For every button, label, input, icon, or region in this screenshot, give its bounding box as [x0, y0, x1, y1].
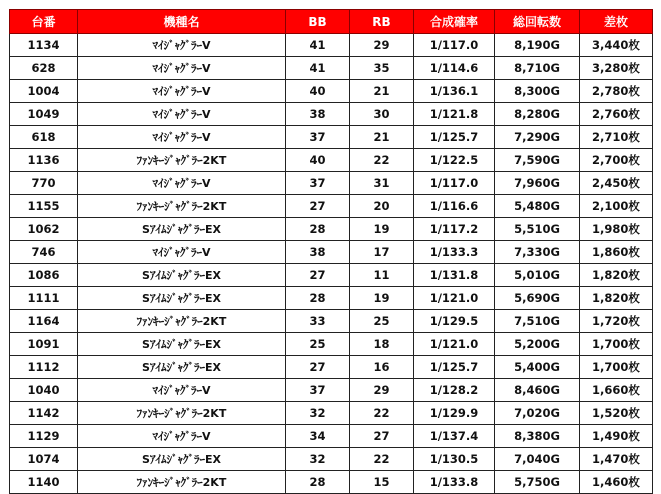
table-row	[10, 218, 653, 241]
cell-model-name: ﾌｧﾝｷｰｼﾞｬｸﾞﾗｰ2KT	[78, 402, 286, 425]
cell-model-name: SｱｲﾑｼﾞｬｸﾞﾗｰEX	[78, 264, 286, 287]
header-rb: RB	[350, 10, 414, 34]
cell-rb: 17	[350, 241, 414, 264]
cell-model-name: SｱｲﾑｼﾞｬｸﾞﾗｰEX	[78, 448, 286, 471]
cell-rb: 21	[350, 80, 414, 103]
cell-bb: 28	[286, 218, 350, 241]
cell-combined-probability: 1/122.5	[414, 149, 495, 172]
cell-combined-probability: 1/131.8	[414, 264, 495, 287]
cell-combined-probability: 1/137.4	[414, 425, 495, 448]
cell-total-spins: 7,040G	[495, 448, 580, 471]
table-row	[10, 425, 653, 448]
cell-combined-probability: 1/114.6	[414, 57, 495, 80]
cell-model-name: SｱｲﾑｼﾞｬｸﾞﾗｰEX	[78, 356, 286, 379]
cell-difference: 1,820枚	[580, 287, 653, 310]
cell-rb: 20	[350, 195, 414, 218]
cell-difference: 2,710枚	[580, 126, 653, 149]
cell-combined-probability: 1/125.7	[414, 356, 495, 379]
cell-rb: 21	[350, 126, 414, 149]
cell-difference: 1,720枚	[580, 310, 653, 333]
header-bb: BB	[286, 10, 350, 34]
cell-model-name: ﾏｲｼﾞｬｸﾞﾗｰV	[78, 172, 286, 195]
table-row	[10, 471, 653, 494]
cell-combined-probability: 1/116.6	[414, 195, 495, 218]
cell-rb: 25	[350, 310, 414, 333]
cell-model-name: ﾌｧﾝｷｰｼﾞｬｸﾞﾗｰ2KT	[78, 195, 286, 218]
cell-difference: 2,100枚	[580, 195, 653, 218]
cell-combined-probability: 1/121.0	[414, 287, 495, 310]
cell-total-spins: 8,380G	[495, 425, 580, 448]
table-row	[10, 57, 653, 80]
header-model-name: 機種名	[78, 10, 286, 34]
cell-rb: 35	[350, 57, 414, 80]
table-row	[10, 287, 653, 310]
cell-model-name: SｱｲﾑｼﾞｬｸﾞﾗｰEX	[78, 287, 286, 310]
cell-combined-probability: 1/117.2	[414, 218, 495, 241]
cell-rb: 30	[350, 103, 414, 126]
cell-total-spins: 5,510G	[495, 218, 580, 241]
cell-combined-probability: 1/125.7	[414, 126, 495, 149]
table-row	[10, 333, 653, 356]
cell-difference: 2,780枚	[580, 80, 653, 103]
cell-bb: 40	[286, 80, 350, 103]
cell-total-spins: 8,300G	[495, 80, 580, 103]
cell-difference: 1,460枚	[580, 471, 653, 494]
header-machine-number: 台番	[10, 10, 78, 34]
cell-machine-number: 1062	[10, 218, 78, 241]
cell-total-spins: 7,330G	[495, 241, 580, 264]
cell-model-name: SｱｲﾑｼﾞｬｸﾞﾗｰEX	[78, 333, 286, 356]
cell-machine-number: 1074	[10, 448, 78, 471]
cell-bb: 28	[286, 471, 350, 494]
cell-combined-probability: 1/129.9	[414, 402, 495, 425]
cell-machine-number: 618	[10, 126, 78, 149]
cell-total-spins: 5,480G	[495, 195, 580, 218]
cell-machine-number: 1140	[10, 471, 78, 494]
cell-combined-probability: 1/136.1	[414, 80, 495, 103]
cell-combined-probability: 1/121.8	[414, 103, 495, 126]
table-row	[10, 402, 653, 425]
cell-bb: 40	[286, 149, 350, 172]
cell-total-spins: 5,010G	[495, 264, 580, 287]
cell-combined-probability: 1/117.0	[414, 172, 495, 195]
cell-rb: 22	[350, 402, 414, 425]
cell-machine-number: 1129	[10, 425, 78, 448]
cell-combined-probability: 1/130.5	[414, 448, 495, 471]
cell-bb: 37	[286, 172, 350, 195]
header-difference: 差枚	[580, 10, 653, 34]
cell-difference: 1,520枚	[580, 402, 653, 425]
cell-bb: 41	[286, 57, 350, 80]
cell-rb: 16	[350, 356, 414, 379]
cell-rb: 19	[350, 287, 414, 310]
table-row	[10, 310, 653, 333]
cell-bb: 27	[286, 195, 350, 218]
cell-model-name: ﾏｲｼﾞｬｸﾞﾗｰV	[78, 126, 286, 149]
cell-rb: 18	[350, 333, 414, 356]
cell-bb: 37	[286, 379, 350, 402]
cell-bb: 28	[286, 287, 350, 310]
cell-bb: 27	[286, 264, 350, 287]
cell-rb: 27	[350, 425, 414, 448]
cell-model-name: ﾌｧﾝｷｰｼﾞｬｸﾞﾗｰ2KT	[78, 149, 286, 172]
cell-total-spins: 8,280G	[495, 103, 580, 126]
cell-model-name: ﾏｲｼﾞｬｸﾞﾗｰV	[78, 34, 286, 57]
table-body	[10, 34, 653, 494]
cell-model-name: ﾏｲｼﾞｬｸﾞﾗｰV	[78, 425, 286, 448]
table-row	[10, 356, 653, 379]
table-row	[10, 172, 653, 195]
cell-rb: 22	[350, 448, 414, 471]
table-row	[10, 80, 653, 103]
cell-bb: 32	[286, 402, 350, 425]
cell-combined-probability: 1/133.3	[414, 241, 495, 264]
cell-total-spins: 8,710G	[495, 57, 580, 80]
cell-total-spins: 7,510G	[495, 310, 580, 333]
cell-machine-number: 1142	[10, 402, 78, 425]
cell-rb: 29	[350, 34, 414, 57]
cell-difference: 1,470枚	[580, 448, 653, 471]
cell-bb: 32	[286, 448, 350, 471]
cell-bb: 33	[286, 310, 350, 333]
table-row	[10, 34, 653, 57]
table-row	[10, 264, 653, 287]
cell-total-spins: 5,200G	[495, 333, 580, 356]
cell-total-spins: 5,400G	[495, 356, 580, 379]
cell-rb: 11	[350, 264, 414, 287]
cell-model-name: SｱｲﾑｼﾞｬｸﾞﾗｰEX	[78, 218, 286, 241]
cell-model-name: ﾏｲｼﾞｬｸﾞﾗｰV	[78, 379, 286, 402]
cell-difference: 1,700枚	[580, 356, 653, 379]
cell-machine-number: 1049	[10, 103, 78, 126]
table-row	[10, 241, 653, 264]
cell-difference: 1,490枚	[580, 425, 653, 448]
cell-difference: 1,660枚	[580, 379, 653, 402]
cell-total-spins: 7,290G	[495, 126, 580, 149]
table-row	[10, 126, 653, 149]
cell-difference: 2,760枚	[580, 103, 653, 126]
cell-rb: 22	[350, 149, 414, 172]
cell-bb: 37	[286, 126, 350, 149]
cell-model-name: ﾌｧﾝｷｰｼﾞｬｸﾞﾗｰ2KT	[78, 471, 286, 494]
cell-machine-number: 1086	[10, 264, 78, 287]
cell-bb: 38	[286, 241, 350, 264]
data-table	[9, 9, 653, 494]
cell-machine-number: 1136	[10, 149, 78, 172]
header-combined-probability: 合成確率	[414, 10, 495, 34]
cell-machine-number: 1134	[10, 34, 78, 57]
cell-total-spins: 7,960G	[495, 172, 580, 195]
cell-combined-probability: 1/133.8	[414, 471, 495, 494]
header-row	[10, 10, 653, 34]
cell-machine-number: 1091	[10, 333, 78, 356]
table-row	[10, 448, 653, 471]
cell-model-name: ﾌｧﾝｷｰｼﾞｬｸﾞﾗｰ2KT	[78, 310, 286, 333]
cell-combined-probability: 1/117.0	[414, 34, 495, 57]
cell-model-name: ﾏｲｼﾞｬｸﾞﾗｰV	[78, 103, 286, 126]
cell-difference: 3,440枚	[580, 34, 653, 57]
cell-rb: 31	[350, 172, 414, 195]
cell-total-spins: 8,460G	[495, 379, 580, 402]
cell-bb: 34	[286, 425, 350, 448]
cell-machine-number: 1111	[10, 287, 78, 310]
cell-difference: 2,700枚	[580, 149, 653, 172]
cell-total-spins: 5,750G	[495, 471, 580, 494]
cell-difference: 3,280枚	[580, 57, 653, 80]
cell-machine-number: 1004	[10, 80, 78, 103]
cell-bb: 25	[286, 333, 350, 356]
table-row	[10, 149, 653, 172]
cell-machine-number: 628	[10, 57, 78, 80]
table-row	[10, 379, 653, 402]
cell-total-spins: 7,020G	[495, 402, 580, 425]
cell-combined-probability: 1/121.0	[414, 333, 495, 356]
cell-difference: 1,980枚	[580, 218, 653, 241]
cell-bb: 27	[286, 356, 350, 379]
cell-rb: 29	[350, 379, 414, 402]
cell-rb: 15	[350, 471, 414, 494]
cell-difference: 1,820枚	[580, 264, 653, 287]
cell-bb: 38	[286, 103, 350, 126]
cell-machine-number: 1164	[10, 310, 78, 333]
cell-rb: 19	[350, 218, 414, 241]
cell-model-name: ﾏｲｼﾞｬｸﾞﾗｰV	[78, 241, 286, 264]
cell-model-name: ﾏｲｼﾞｬｸﾞﾗｰV	[78, 80, 286, 103]
cell-total-spins: 8,190G	[495, 34, 580, 57]
cell-total-spins: 5,690G	[495, 287, 580, 310]
cell-machine-number: 1112	[10, 356, 78, 379]
cell-difference: 1,860枚	[580, 241, 653, 264]
cell-difference: 2,450枚	[580, 172, 653, 195]
cell-machine-number: 770	[10, 172, 78, 195]
cell-difference: 1,700枚	[580, 333, 653, 356]
cell-combined-probability: 1/128.2	[414, 379, 495, 402]
data-table-wrapper	[9, 9, 653, 494]
cell-machine-number: 1040	[10, 379, 78, 402]
header-total-spins: 総回転数	[495, 10, 580, 34]
cell-machine-number: 746	[10, 241, 78, 264]
cell-combined-probability: 1/129.5	[414, 310, 495, 333]
cell-total-spins: 7,590G	[495, 149, 580, 172]
table-header	[10, 10, 653, 34]
cell-bb: 41	[286, 34, 350, 57]
cell-model-name: ﾏｲｼﾞｬｸﾞﾗｰV	[78, 57, 286, 80]
table-row	[10, 103, 653, 126]
cell-machine-number: 1155	[10, 195, 78, 218]
table-row	[10, 195, 653, 218]
